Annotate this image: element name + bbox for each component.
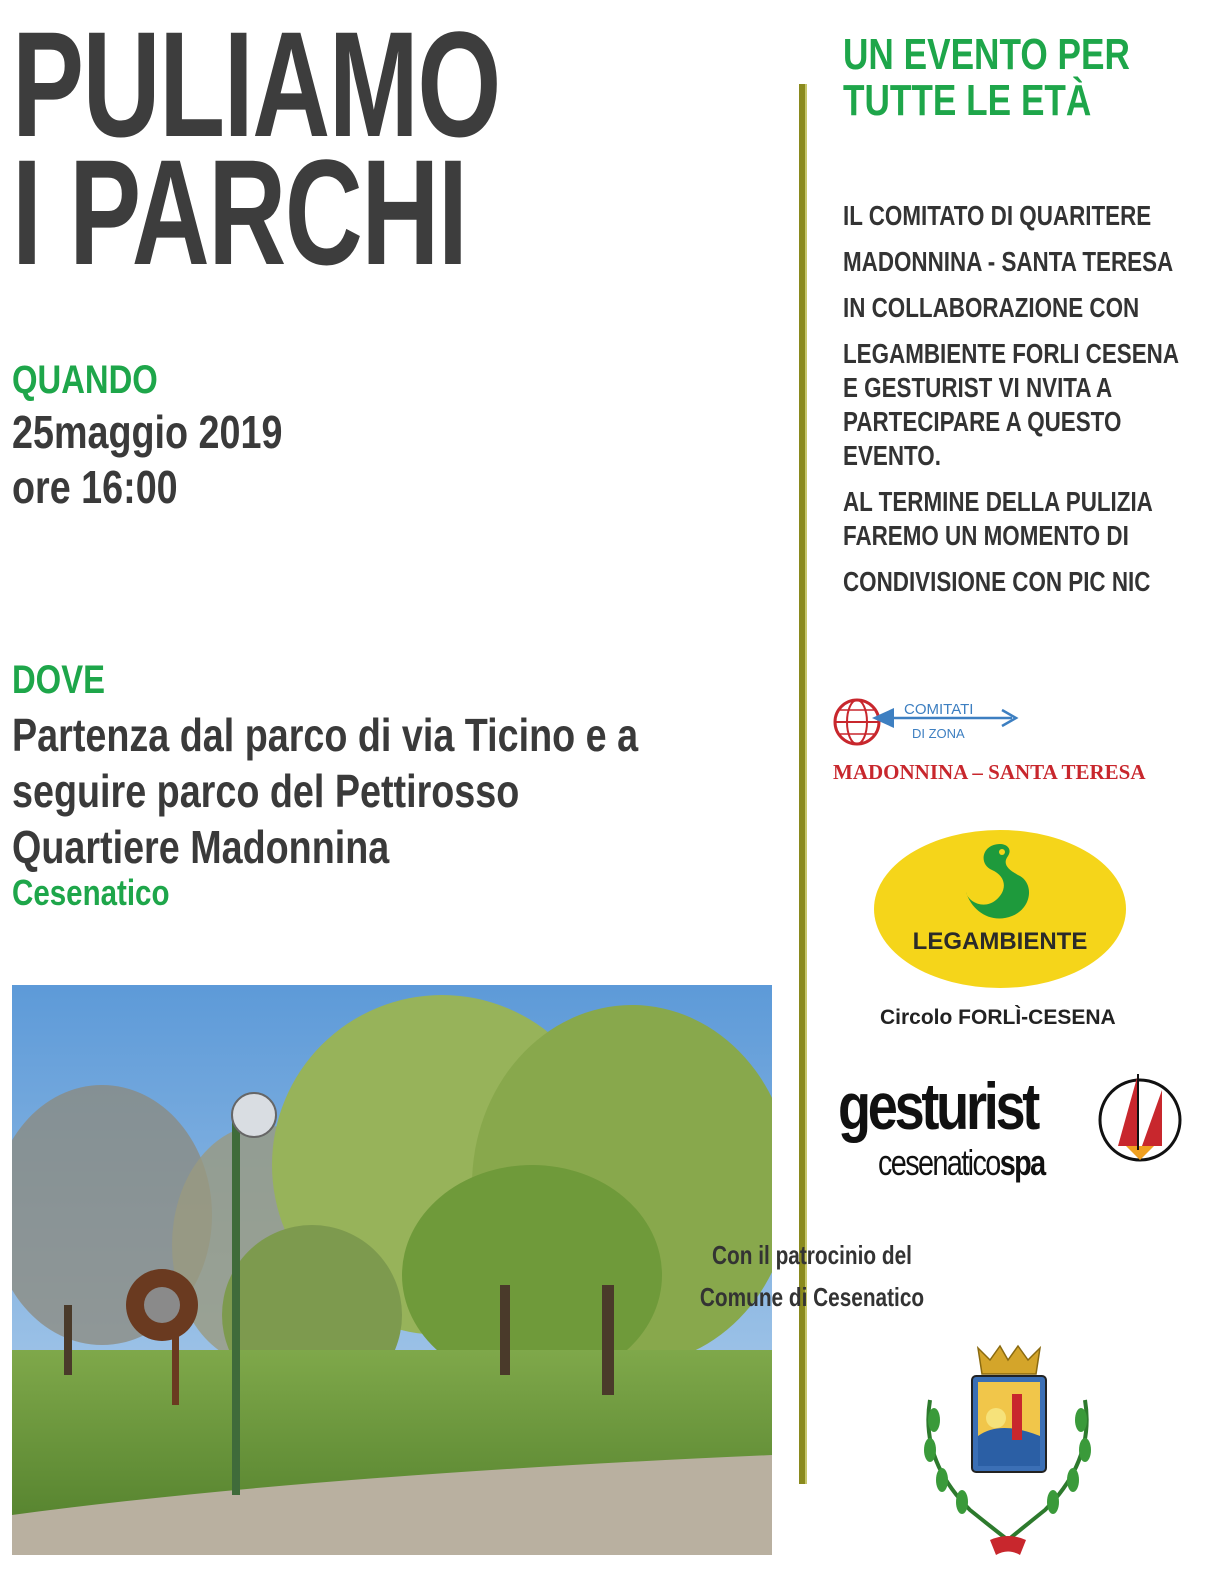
legambiente-circolo: Circolo FORLÌ-CESENA	[880, 1006, 1116, 1029]
gesturist-logo	[838, 1060, 1183, 1190]
legambiente-logo	[874, 830, 1126, 988]
aside-text-line: CONDIVISIONE CON PIC NIC	[843, 566, 1151, 597]
patronage-line-1: Con il patrocinio del	[712, 1240, 912, 1270]
column-divider	[799, 84, 807, 1484]
title-line-1: PULIAMO	[12, 0, 500, 168]
aside-heading	[843, 32, 1130, 124]
aside-text-line: IL COMITATO DI QUARITERE	[843, 200, 1152, 231]
aside-heading-line-1: UN EVENTO PER	[843, 30, 1130, 79]
sailboat-icon	[1096, 1060, 1184, 1180]
aside-text-line: FAREMO UN MOMENTO DI	[843, 520, 1129, 551]
comitati-word-1: COMITATI	[904, 701, 974, 718]
aside-heading-line-2: TUTTE LE ETÀ	[843, 76, 1092, 125]
gesturist-sub-2: spa	[999, 1142, 1045, 1183]
swan-icon	[962, 840, 1038, 926]
aside-text-line: EVENTO.	[843, 440, 941, 471]
legambiente-name: LEGAMBIENTE	[912, 928, 1088, 955]
patronage-line-2: Comune di Cesenatico	[699, 1282, 925, 1312]
gesturist-sub	[878, 1142, 1045, 1184]
cesenatico-crest-icon	[900, 1340, 1115, 1575]
aside-text-line: LEGAMBIENTE FORLI CESENA	[843, 338, 1180, 369]
aside-text-line: PARTECIPARE A QUESTO	[843, 406, 1122, 437]
where-line-1: Partenza dal parco di via Ticino e a	[12, 709, 639, 761]
event-title	[12, 0, 690, 296]
where-city: Cesenatico	[12, 872, 170, 913]
event-date: 25maggio 2019	[12, 406, 283, 458]
where-line-2: seguire parco del Pettirosso	[12, 765, 520, 817]
gesturist-word: gesturist	[838, 1069, 1038, 1143]
where-label: DOVE	[12, 658, 105, 702]
comitati-logo	[832, 692, 1022, 752]
gesturist-sub-1: cesenatico	[878, 1142, 1000, 1183]
comitati-name: MADONNINA – SANTA TERESA	[833, 760, 1146, 784]
aside-text-line: E GESTURIST VI NVITA A	[843, 372, 1113, 403]
comitati-word-2: DI ZONA	[912, 726, 965, 741]
title-line-2: I PARCHI	[12, 128, 467, 296]
event-time: ore 16:00	[12, 461, 178, 513]
aside-text-line: AL TERMINE DELLA PULIZIA	[843, 486, 1153, 517]
aside-text-line: IN COLLABORAZIONE CON	[843, 292, 1140, 323]
aside-text-line: MADONNINA - SANTA TERESA	[843, 246, 1174, 277]
where-line-3: Quartiere Madonnina	[12, 821, 390, 873]
when-label: QUANDO	[12, 358, 158, 402]
